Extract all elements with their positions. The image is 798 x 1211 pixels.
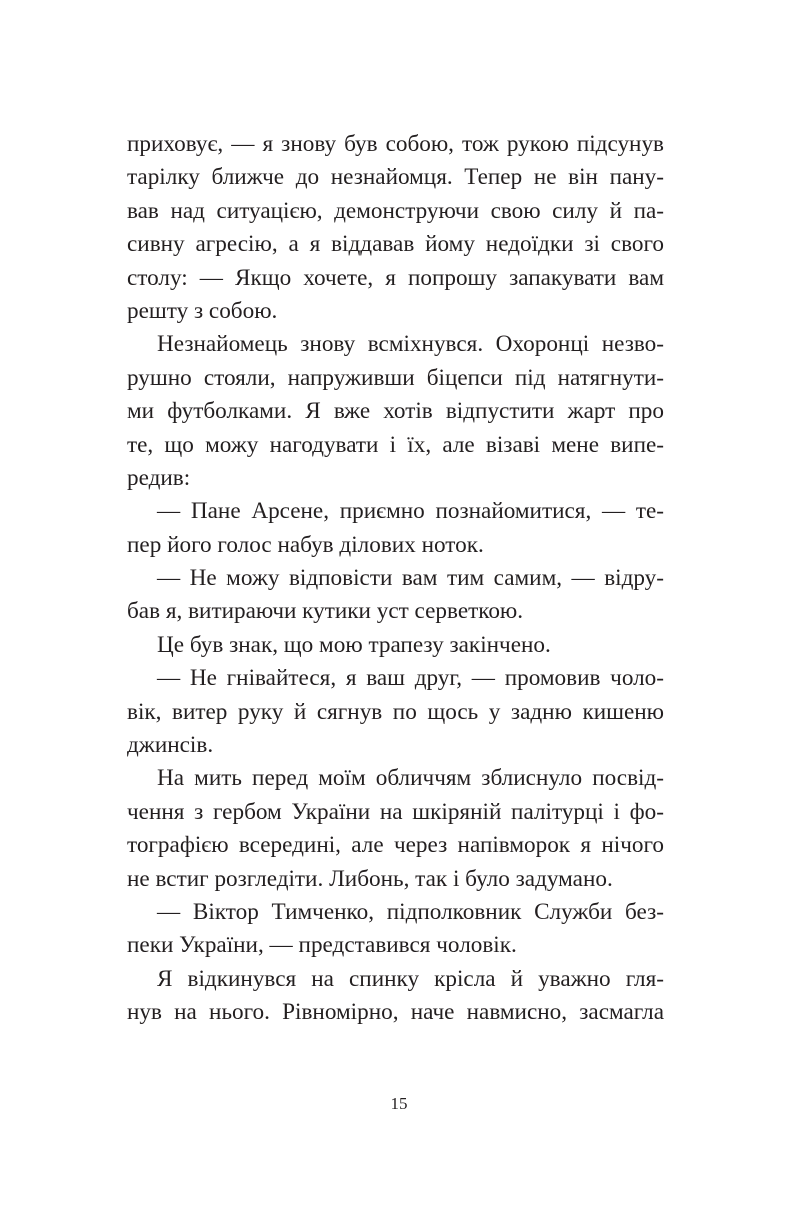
text-line: — Не гнівайтеся, я ваш друг, — промовив чоло- <box>157 665 664 692</box>
text-line: приховує, — я знову був собою, тож рукою підсунув <box>127 131 664 157</box>
text-line: сивну агресію, а я віддавав йому недоїдки зі свого <box>127 231 664 258</box>
text-line: чення з гербом України на шкіряній палітурці і фо- <box>127 798 664 825</box>
text-line: рушно стояли, напруживши біцепси під натягнути- <box>127 364 664 391</box>
text-line: тографією всередині, але через напівморок я нічого <box>127 832 664 859</box>
text-line: — Віктор Тимченко, підполковник Служби без- <box>157 898 664 925</box>
text-line: Це був знак, що мою трапезу закінчено. <box>157 631 551 658</box>
page-number: 15 <box>390 1094 408 1113</box>
body-text <box>127 128 664 1030</box>
text-line: не встиг розгледіти. Либонь, так і було задумано. <box>127 865 613 892</box>
text-line: пеки України, — представився чоловік. <box>127 932 517 959</box>
text-line: ми футболками. Я вже хотів відпустити жарт про <box>127 398 664 425</box>
text-line: джинсів. <box>127 732 214 759</box>
text-line: Я відкинувся на спинку крісла й уважно гля- <box>157 965 664 992</box>
text-line: столу: — Якщо хочете, я попрошу запакувати вам <box>127 264 664 291</box>
text-line: пер його голос набув ділових ноток. <box>127 531 484 558</box>
text-line: бав я, витираючи кутики уст серветкою. <box>127 598 524 625</box>
text-line: решту з собою. <box>127 297 278 324</box>
text-line: вав над ситуацією, демонструючи свою силу й па- <box>127 197 664 224</box>
text-line: — Не можу відповісти вам тим самим, — відру- <box>157 565 664 592</box>
text-line: нув на нього. Рівномірно, наче навмисно, засмагла <box>127 999 664 1026</box>
text-line: редив: <box>127 464 191 491</box>
text-line: — Пане Арсене, приємно познайомитися, — те- <box>157 498 664 525</box>
text-line: Незнайомець знову всміхнувся. Охоронці незво- <box>157 331 664 358</box>
text-line: На мить перед моїм обличчям зблиснуло посвід- <box>157 765 664 792</box>
text-line: вік, витер руку й сягнув по щось у задню кишеню <box>127 698 664 725</box>
text-line: тарілку ближче до незнайомця. Тепер не він пану- <box>127 164 664 191</box>
text-line: те, що можу нагодувати і їх, але візаві мене випе- <box>127 431 664 458</box>
